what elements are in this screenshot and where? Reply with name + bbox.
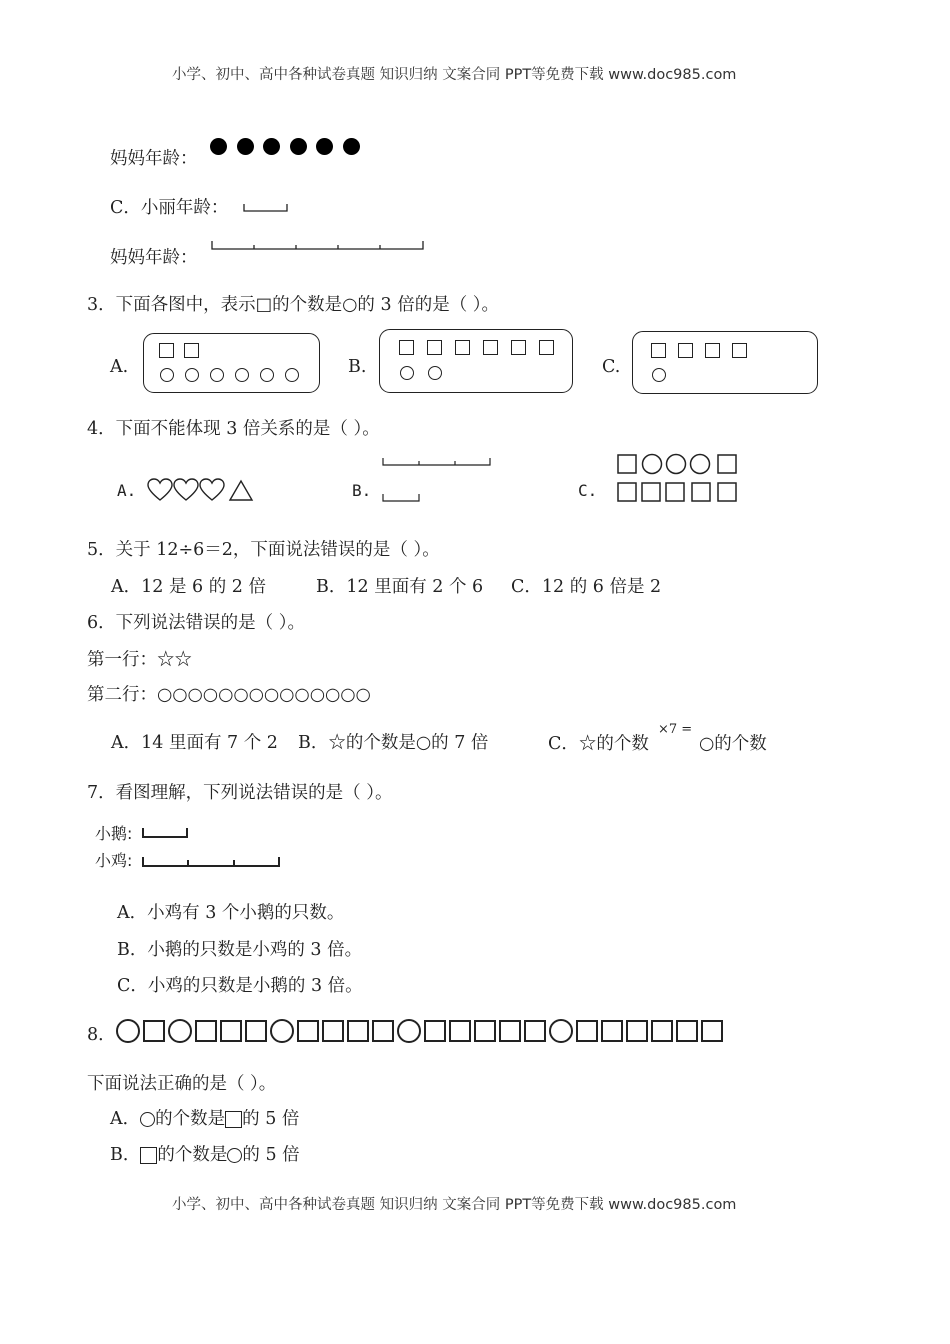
circle-icon xyxy=(428,366,442,380)
square-icon xyxy=(225,1111,242,1128)
q7-chick-label: 小鸡: xyxy=(95,851,133,870)
square-icon xyxy=(524,1020,546,1042)
square-icon xyxy=(322,1020,344,1042)
q7-goose-label: 小鹅: xyxy=(95,824,133,843)
filled-circle-icon xyxy=(316,138,333,155)
q8-option-b-prefix: B． xyxy=(110,1145,141,1165)
mom-age-bar xyxy=(210,238,430,252)
page-header: 小学、初中、高中各种试卷真题 知识归纳 文案合同 PPT等免费下载 www.doc985.com xyxy=(172,67,737,83)
mom-age-label-dots: 妈妈年龄： xyxy=(110,149,198,169)
q4-option-a-label: A. xyxy=(117,481,137,500)
q4-option-b-short-bar xyxy=(382,492,422,504)
square-icon xyxy=(511,340,526,355)
square-icon xyxy=(676,1020,698,1042)
q4-option-b-long-bar xyxy=(382,456,494,468)
square-icon xyxy=(499,1020,521,1042)
circle-icon xyxy=(160,368,174,382)
q8-option-a xyxy=(110,1111,299,1129)
q8-option-b xyxy=(110,1147,300,1165)
circle-icon xyxy=(549,1019,573,1043)
circle-icon xyxy=(285,368,299,382)
q3-option-c-box xyxy=(632,331,818,394)
square-icon xyxy=(576,1020,598,1042)
q6-option-c-multiplier: ×7 = xyxy=(658,722,693,737)
square-icon xyxy=(705,343,720,358)
q8-shape-sequence xyxy=(116,1019,723,1043)
filled-circle-icon xyxy=(210,138,227,155)
filled-circle-icon xyxy=(263,138,280,155)
square-icon xyxy=(601,1020,623,1042)
mom-age-label-bar: 妈妈年龄： xyxy=(110,248,198,268)
square-icon xyxy=(424,1020,446,1042)
q7-option-c: C．小鸡的只数是小鹅的 3 倍。 xyxy=(117,976,363,996)
square-icon xyxy=(539,340,554,355)
q7-chick-bar xyxy=(141,855,283,869)
q5-option-b: B．12 里面有 2 个 6 xyxy=(316,577,484,597)
q6-stem: 6．下列说法错误的是（ ）。 xyxy=(87,613,305,633)
q6-option-c-suffix: ○的个数 xyxy=(699,734,767,754)
q4-option-b-label: B. xyxy=(352,481,372,500)
triangle-icon xyxy=(230,481,252,500)
square-icon xyxy=(159,343,174,358)
circle-icon xyxy=(397,1019,421,1043)
q3-stem: 3．下面各图中，表示□的个数是○的 3 倍的是（ ）。 xyxy=(87,295,500,315)
q8-option-a-mid: 的个数是 xyxy=(155,1109,226,1129)
circle-icon xyxy=(652,368,666,382)
circle-icon xyxy=(235,368,249,382)
q8-option-b-mid: 的个数是 xyxy=(157,1145,228,1165)
q4-option-c-shapes xyxy=(616,453,740,505)
q6-option-b: B．☆的个数是○的 7 倍 xyxy=(298,733,489,753)
circle-icon xyxy=(227,1148,242,1163)
circle-icon xyxy=(140,1112,155,1127)
heart-icon xyxy=(148,479,172,500)
square-icon xyxy=(678,343,693,358)
heart-icon xyxy=(200,479,224,500)
square-icon xyxy=(245,1020,267,1042)
q7-goose-bar xyxy=(141,826,191,840)
q4-option-a-shapes xyxy=(147,478,257,504)
square-icon xyxy=(701,1020,723,1042)
circle-icon xyxy=(260,368,274,382)
q5-option-c: C．12 的 6 倍是 2 xyxy=(511,577,662,597)
circle-icon xyxy=(185,368,199,382)
q6-row1: 第一行：☆☆ xyxy=(87,650,192,670)
circle-icon xyxy=(116,1019,140,1043)
square-icon xyxy=(626,1020,648,1042)
xiaoli-age-bar xyxy=(240,200,290,214)
q8-option-b-suffix: 的 5 倍 xyxy=(242,1145,300,1165)
mom-age-dots xyxy=(210,138,369,155)
square-icon xyxy=(483,340,498,355)
square-icon xyxy=(427,340,442,355)
q6-row2: 第二行：○○○○○○○○○○○○○○ xyxy=(87,685,371,705)
q8-option-a-prefix: A． xyxy=(110,1109,141,1129)
square-icon xyxy=(399,340,414,355)
heart-icon xyxy=(174,479,198,500)
q7-option-a: A．小鸡有 3 个小鹅的只数。 xyxy=(117,903,345,923)
q6-option-a: A．14 里面有 7 个 2 xyxy=(111,733,278,753)
square-icon xyxy=(220,1020,242,1042)
square-icon xyxy=(449,1020,471,1042)
circle-icon xyxy=(400,366,414,380)
q3-option-a-label: A. xyxy=(110,357,129,377)
q8-stem: 下面说法正确的是（ ）。 xyxy=(87,1074,277,1094)
circle-icon xyxy=(168,1019,192,1043)
square-icon xyxy=(140,1147,157,1164)
square-icon xyxy=(455,340,470,355)
square-icon xyxy=(651,1020,673,1042)
q3-option-b-box xyxy=(379,329,573,393)
square-icon xyxy=(143,1020,165,1042)
q5-option-a: A．12 是 6 的 2 倍 xyxy=(111,577,266,597)
square-icon xyxy=(732,343,747,358)
q3-option-c-label: C. xyxy=(602,357,621,377)
circle-icon xyxy=(270,1019,294,1043)
filled-circle-icon xyxy=(290,138,307,155)
square-icon xyxy=(195,1020,217,1042)
page-footer: 小学、初中、高中各种试卷真题 知识归纳 文案合同 PPT等免费下载 www.doc985.com xyxy=(172,1197,737,1213)
square-icon xyxy=(474,1020,496,1042)
q3-option-b-label: B. xyxy=(348,357,367,377)
q7-stem: 7．看图理解，下列说法错误的是（ ）。 xyxy=(87,783,393,803)
square-icon xyxy=(651,343,666,358)
q3-option-a-box xyxy=(143,333,320,393)
square-icon xyxy=(184,343,199,358)
q8-option-a-suffix: 的 5 倍 xyxy=(242,1109,300,1129)
q5-stem: 5．关于 12÷6＝2，下面说法错误的是（ ）。 xyxy=(87,540,440,560)
option-c-xiaoli-label: C．小丽年龄： xyxy=(110,198,229,218)
square-icon xyxy=(297,1020,319,1042)
square-icon xyxy=(347,1020,369,1042)
square-icon xyxy=(372,1020,394,1042)
circle-icon xyxy=(210,368,224,382)
filled-circle-icon xyxy=(237,138,254,155)
q6-option-c-prefix: C．☆的个数 xyxy=(548,734,649,754)
filled-circle-icon xyxy=(343,138,360,155)
q4-option-c-label: C. xyxy=(578,481,598,500)
q8-number: 8． xyxy=(87,1025,116,1045)
q7-option-b: B．小鹅的只数是小鸡的 3 倍。 xyxy=(117,940,363,960)
q4-stem: 4．下面不能体现 3 倍关系的是（ ）。 xyxy=(87,419,380,439)
